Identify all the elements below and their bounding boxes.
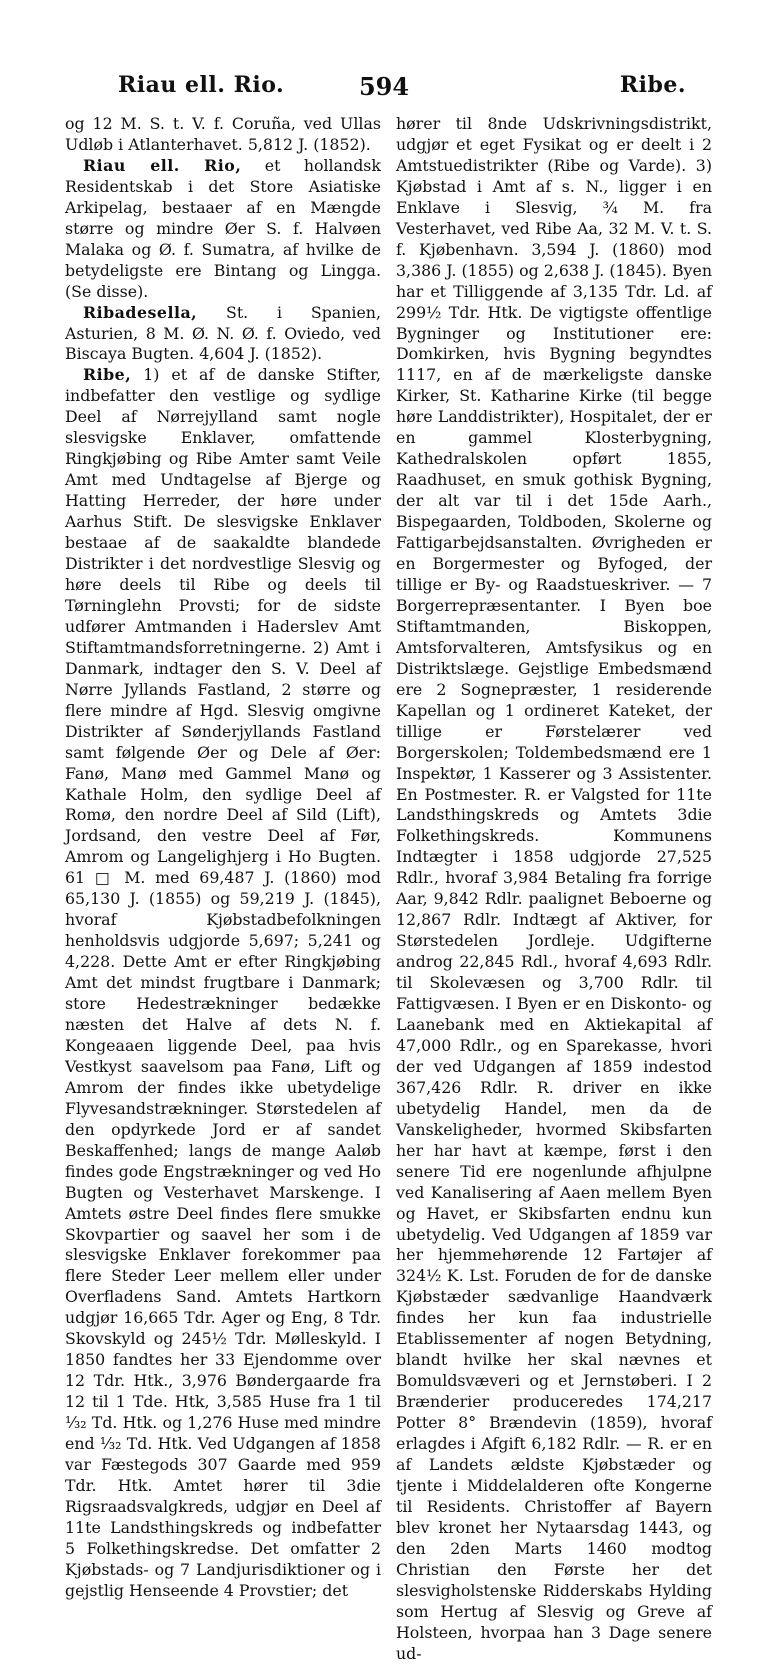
ribe-entry-continued: hører til 8nde Udskrivningsdistrikt, udgjør et eget Fysikat og er deelt i 2 Amtstuedistrikter (Ribe og Varde). 3) Kjøbstad i Amt af s. N., ligger i en Enklave i Slesvig, ¾ M. fra Vesterhavet, ved Ribe Aa, 32 M. V. t. S. f. Kjøbenhavn. 3,594 J. (1860) mod 3,386 J. (1855) og 2,638 J. (1845). Byen har et Tilliggende af 3,135 Tdr. Ld. af 299½ Tdr. Htk. De vigtigste offentlige Bygninger og Institutioner ere: Domkirken, hvis Bygning begyndtes 1117, en af de mærkeligste danske Kirker, St. Katharine Kirke (til begge høre Landdistrikter), Hospitalet, der er en gammel Klosterbygning, Kathedralskolen opført 1855, Raadhuset, en smuk gothisk Bygning, der alt var til i det 15de Aarh., Bispegaarden, Toldboden, Skolerne og Fattigarbejdsanstalten. Øvrigheden er en Borgermester og Byfoged, der tillige er By- og Raadstueskriver. — 7 Borgerrepræsentanter. I Byen boe Stiftamtmanden, Biskoppen, Amtsforvalteren, Amtsfysikus og en Distriktslæge. Gejstlige Embedsmænd ere 2 Sognepræster, 1 residerende Kapellan og 1 ordineret Kateket, der tillige er Førstelærer ved Borgerskolen; Toldembedsmænd ere 1 Inspektør, 1 Kasserer og 3 Assistenter. En Postmester. R. er Valgsted for 11te Landsthingskreds og Amtets 3die Folkethingskreds. Kommunens Indtægter i 1858 udgjorde 27,525 Rdlr., hvoraf 3,984 Betaling fra forrige Aar, 9,842 Rdlr. paalignet Beboerne og 12,867 Rdlr. Indtægt af Aktiver, for Størstedelen Jordleje. Udgifterne androg 22,845 Rdl., hvoraf 4,693 Rdlr. til Skolevæsen og 3,700 Rdlr. til Fattigvæsen. I Byen er en Diskonto- og Laanebank med en Aktiekapital af 47,000 Rdlr., og en Sparekasse, hvori der ved Udgangen af 1859 indestod 367,426 Rdlr. R. driver en ikke ubetydelig Handel, men da de Vanskeligheder, hvormed Skibsfarten her har havt at kæmpe, først i den senere Tid ere nogenlunde afhjulpne ved Kanalisering af Aaen mellem Byen og Havet, er Skibsfarten endnu kun ubetydelig. Ved Udgangen af 1859 var her hjemmehørende 12 Fartøjer af 324½ K. Lst. Foruden de for de danske Kjøbstæder sædvanlige Haandværk findes her kun faa industrielle Etablissementer af nogen Betydning, blandt hvilke her skal nævnes et Bomuldsvæveri og et Jernstøberi. I 2 Brænderier produceredes 174,217 Potter 8° Brændevin (1859), hvoraf erlagdes i Afgift 6,182 Rdlr. — R. er en af Landets ældste Kjøbstæder og tjente i Middelalderen ofte Kongerne til Residents. Christoffer af Bayern blev kronet her Nytaarsdag 1443, og den 2den Marts 1460 modtog Christian den Første her det slesvigholstenske Ridderskabs Hylding som Hertug af Slesvig og Greve af Holsteen, hvorpaa han 3 Dage senere ud-	[396, 114, 712, 1663]
entry-text: et hollandsk Residentskab i det Store Asiatiske Arkipelag, bestaaer af en Mængde større og mindre Øer S. f. Halvøen Malaka og Ø. f. Sumatra, af hvilke de betydeligste ere Bintang og Lingga. (Se disse).	[65, 155, 381, 301]
entry-text: og 12 M. S. t. V. f. Coruña, ved Ullas Udløb i Atlanterhavet. 5,812 J. (1852).	[65, 114, 381, 154]
entry-headword: Riau ell. Rio,	[83, 155, 242, 175]
header-left-running-head: Riau ell. Rio.	[118, 72, 285, 98]
entry-ribadesella	[65, 303, 381, 366]
entry-headword: Ribadesella,	[83, 302, 198, 322]
entry-headword: Ribe,	[83, 365, 132, 385]
header-right-running-head: Ribe.	[619, 72, 686, 98]
entry-text: 1) et af de danske Stifter, indbefatter den vestlige og sydlige Deel af Nørrejylland samt nogle slesvigske Enklaver, omfattende Ringkjøbing og Ribe Amter samt Veile Amt med Undtagelse af Bjerge og Hatting Herreder, der høre under Aarhus Stift. De slesvigske Enklaver bestaae af de saakaldte blandede Distrikter i det nordvestlige Slesvig og høre deels til Ribe og deels til Tørninglehn Provsti; for de sidste udfører Amtmanden i Haderslev Amt Stiftamtmandsforretningerne. 2) Amt i Danmark, indtager den S. V. Deel af Nørre Jyllands Fastland, 2 større og flere mindre af Hgd. Slesvig omgivne Distrikter af Sønderjyllands Fastland samt følgende Øer og Dele af Øer: Fanø, Manø med Gammel Manø og Kathale Holm, den sydlige Deel af Romø, den nordre Deel af Sild (Lift), Jordsand, den vestre Deel af Før, Amrom og Langelighjerg i Ho Bugten. 61 □ M. med 69,487 J. (1860) mod 65,130 J. (1855) og 59,219 J. (1845), hvoraf Kjøbstadbefolkningen henholdsvis udgjorde 5,697; 5,241 og 4,228. Dette Amt er efter Ringkjøbing Amt det mindst frugtbare i Danmark; store Hedestrækninger bedække næsten det Halve af dets N. f. Kongeaaen liggende Deel, paa hvis Vestkyst saavelsom paa Fanø, Lift og Amrom der findes ikke ubetydelige Flyvesandstrækninger. Størstedelen af den opdyrkede Jord er af sandet Beskaffenhed; langs de mange Aaløb findes gode Engstrækninger og ved Ho Bugten og Vesterhavet Marskenge. I Amtets østre Deel findes flere smukke Skovpartier og saavel her som i de slesvigske Enklaver forekommer paa flere Steder Leer mellem eller under Overfladens Sand. Amtets Hartkorn udgjør 16,665 Tdr. Ager og Eng, 8 Tdr. Skovskyld og 245½ Tdr. Mølleskyld. I 1850 fandtes her 33 Ejendomme over 12 Tdr. Htk., 3,976 Bøndergaarde fra 12 til 1 Tde. Htk, 3,585 Huse fra 1 til ¹⁄₃₂ Td. Htk. og 1,276 Huse med mindre end ¹⁄₃₂ Td. Htk. Ved Udgangen af 1858 var Fæstegods 307 Gaarde med 959 Tdr. Htk. Amtet hører til 3die Rigsraadsvalgkreds, udgjør en Deel af 11te Landsthingskreds og indbefatter 5 Folkethingskredse. Det omfatter 2 Kjøbstads- og 7 Landjurisdiktioner og i gejstlig Henseende 4 Provstier; det	[65, 365, 381, 1600]
entry-continuation	[65, 114, 381, 156]
page-header	[0, 72, 768, 102]
page-number: 594	[358, 72, 410, 101]
entry-ribe	[65, 365, 381, 1601]
right-column	[396, 114, 712, 1665]
left-column	[65, 114, 381, 1602]
entry-text: St. i Spanien, Asturien, 8 M. Ø. N. Ø. f. Oviedo, ved Biscaya Bugten. 4,604 J. (1852).	[65, 302, 381, 364]
entry-riau	[65, 156, 381, 303]
